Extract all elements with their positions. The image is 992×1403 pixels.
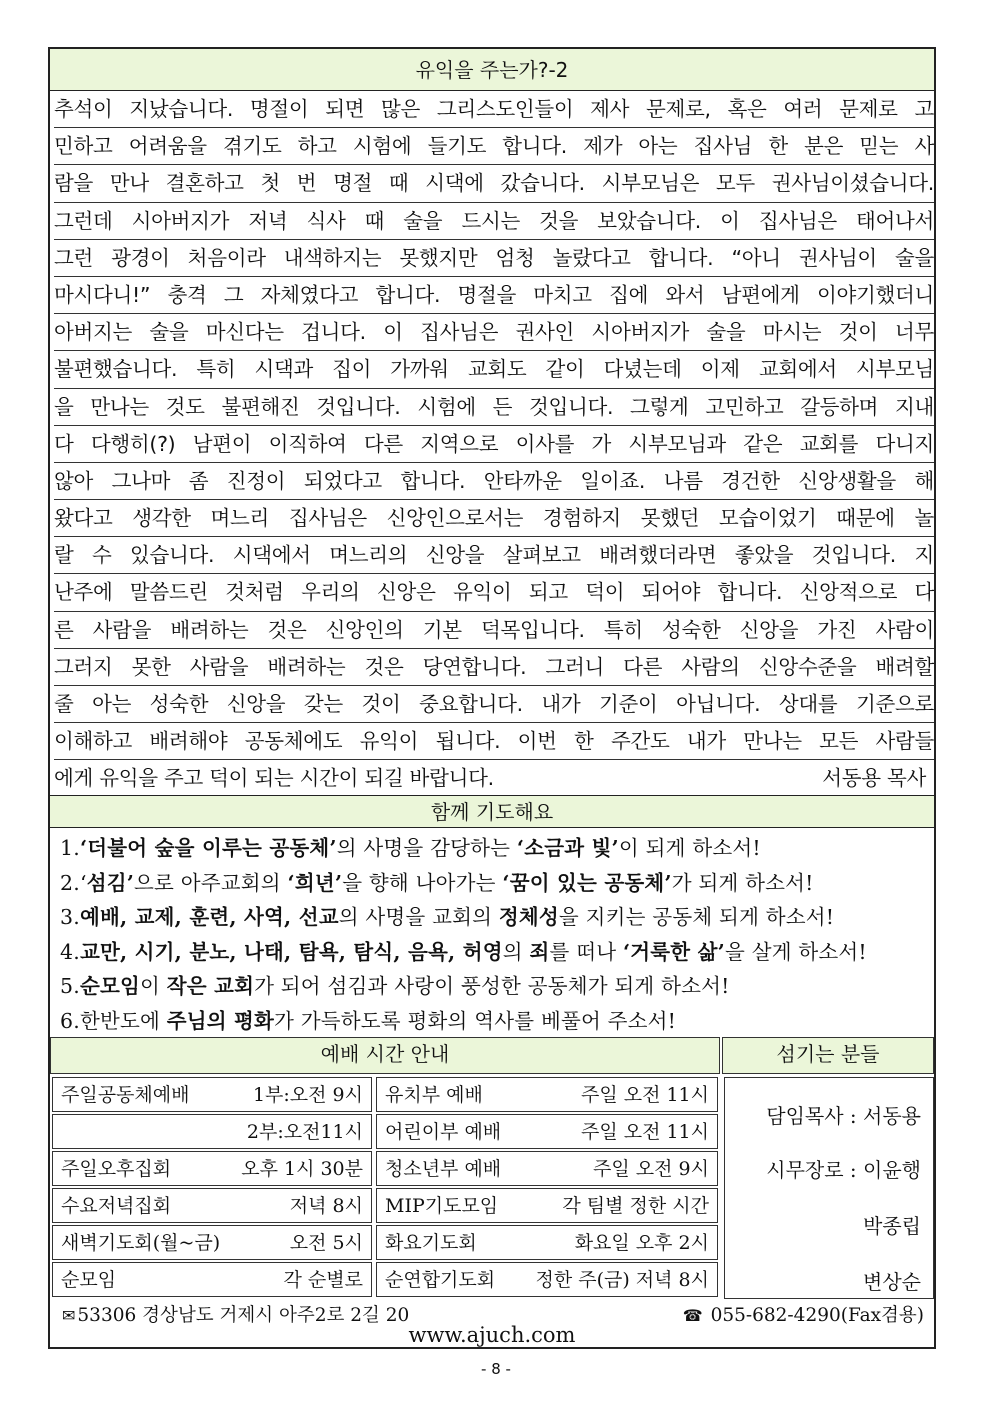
- essay-line: 그런데 시아버지가 저녁 식사 때 술을 드시는 것을 보았습니다. 이 집사님은 태어나서: [54, 203, 934, 240]
- website-link[interactable]: www.ajuch.com: [408, 1323, 576, 1347]
- prayer-text: 의 사명을 교회의: [338, 905, 499, 929]
- prayer-text: 의: [502, 939, 530, 964]
- essay-line: 불편했습니다. 특히 시댁과 집이 가까워 교회도 같이 다녔는데 이제 교회에서 시부모님: [54, 351, 934, 388]
- prayer-emphasis: 죄: [529, 939, 550, 964]
- prayer-text: 가 되게 하소서!: [671, 870, 814, 895]
- prayer-text: 1.: [60, 836, 80, 860]
- schedule-row: [52, 1151, 372, 1186]
- prayer-emphasis: 작은 교회: [166, 974, 255, 998]
- prayer-emphasis: 주님의 평화: [166, 1008, 275, 1033]
- prayer-list: [60, 831, 930, 1038]
- prayer-emphasis: ‘거룩한 삶’: [622, 939, 725, 964]
- essay-line: 랄 수 있습니다. 시댁에서 며느리의 신앙을 살펴보고 배려했더라면 좋았을 것입니다. 지: [54, 537, 934, 574]
- prayer-text: 을 지키는 공동체 되게 하소서!: [558, 905, 835, 929]
- schedule-row: [52, 1114, 372, 1149]
- service-time: 오후 1시 30분: [241, 1158, 363, 1180]
- prayer-text: 이: [139, 974, 167, 998]
- service-name: 주일오후집회: [61, 1158, 172, 1180]
- prayer-emphasis: ‘희년’: [287, 870, 343, 895]
- essay-line: 른 사람을 배려하는 것은 신앙인의 기본 덕목입니다. 특히 성숙한 신앙을 가진 사람이: [54, 612, 934, 649]
- service-name: MIP기도모임: [385, 1195, 499, 1217]
- prayer-text: 가 되어 섬김과 사랑이 풍성한 공동체가 되게 하소서!: [254, 974, 730, 998]
- schedule-title: 예배 시간 안내: [50, 1037, 720, 1074]
- service-time: 주일 오전 11시: [580, 1121, 709, 1143]
- service-time: 2부:오전11시: [246, 1121, 363, 1143]
- service-name: 청소년부 예배: [385, 1158, 502, 1180]
- prayer-emphasis: 섬김’: [86, 870, 135, 895]
- service-name: 주일공동체예배: [61, 1084, 190, 1106]
- schedule-row: [376, 1262, 718, 1297]
- phone-text: 055-682-4290(Fax겸용): [710, 1305, 924, 1326]
- staff-title: 섬기는 분들: [722, 1037, 934, 1074]
- essay-line: 그런 광경이 처음이라 내색하지는 못했지만 엄청 놀랐다고 합니다. “아니 권사님이 술을: [54, 240, 934, 277]
- prayer-emphasis: 교만, 시기, 분노, 나태, 탐욕, 탐식, 음욕, 허영: [79, 939, 503, 964]
- essay-line: 않아 그나마 좀 진정이 되었다고 합니다. 안타까운 일이죠. 나름 경건한 신앙생활을 해: [54, 463, 934, 500]
- staff-pastor: 담임목사 : 서동용: [766, 1104, 921, 1128]
- staff-list: [724, 1077, 934, 1299]
- telephone-icon: ☎: [682, 1306, 703, 1325]
- essay-line: 줄 아는 성숙한 신앙을 갖는 것이 중요합니다. 내가 기준이 아닙니다. 상대를 기준으로: [54, 686, 934, 723]
- essay-body: [54, 91, 934, 798]
- service-name: 순모임: [61, 1269, 117, 1291]
- essay-line: 그러지 못한 사람을 배려하는 것은 당연합니다. 그러니 다른 사람의 신앙수준을 배려할: [54, 649, 934, 686]
- schedule-row: [52, 1262, 372, 1297]
- staff-elder: 박종립: [863, 1214, 921, 1238]
- prayer-emphasis: 순모임: [79, 974, 140, 998]
- essay-line: 이해하고 배려해야 공동체에도 유익이 됩니다. 이번 한 주간도 내가 만나는 모든 사람들: [54, 723, 934, 760]
- prayer-item: [60, 900, 930, 935]
- prayer-text: 이 되게 하소서!: [618, 836, 761, 860]
- prayer-text: 5.: [60, 974, 80, 998]
- prayer-text: 의 사명을 감당하는: [336, 836, 517, 860]
- prayer-emphasis: ‘소금과 빛’: [516, 836, 619, 860]
- prayer-item: [60, 969, 930, 1004]
- bulletin-page: [48, 47, 936, 1349]
- service-name: 새벽기도회(월~금): [61, 1232, 221, 1254]
- prayer-emphasis: 정체성: [498, 905, 559, 929]
- prayer-item: [60, 831, 930, 866]
- essay-signature: 서동용 목사: [822, 766, 926, 791]
- service-time: 각 순별로: [283, 1269, 363, 1291]
- prayer-title: 함께 기도해요: [50, 795, 934, 828]
- service-name: 화요기도회: [385, 1232, 477, 1254]
- prayer-text: 를 떠나: [549, 939, 623, 964]
- service-time: 1부:오전 9시: [252, 1084, 363, 1106]
- schedule-row: [376, 1151, 718, 1186]
- schedule-row: [376, 1114, 718, 1149]
- prayer-text: 을 살게 하소서!: [724, 939, 867, 964]
- essay-line: 다 다행히(?) 남편이 이직하여 다른 지역으로 이사를 가 시부모님과 같은 교회를 다니지: [54, 426, 934, 463]
- footer: [50, 1301, 934, 1347]
- essay-line: 을 만나는 것도 불편해진 것입니다. 시험에 든 것입니다. 그렇게 고민하고 갈등하며 지내: [54, 389, 934, 426]
- service-time: 저녁 8시: [289, 1195, 363, 1217]
- service-time: 화요일 오후 2시: [574, 1232, 709, 1254]
- page-number: - 8 -: [481, 1360, 511, 1378]
- essay-line: 추석이 지났습니다. 명절이 되면 많은 그리스도인들이 제사 문제로, 혹은 여러 문제로 고: [54, 91, 934, 128]
- staff-elder: 변상순: [863, 1270, 921, 1294]
- essay-line: 람을 만나 결혼하고 첫 번 명절 때 시댁에 갔습니다. 시부모님은 모두 권사님이셨습니다.: [54, 165, 934, 202]
- prayer-text: 4.: [60, 939, 80, 964]
- prayer-text: 6.한반도에: [60, 1008, 167, 1033]
- service-time: 주일 오전 11시: [580, 1084, 709, 1106]
- prayer-emphasis: 예배, 교제, 훈련, 사역, 선교: [79, 905, 339, 929]
- prayer-item: [60, 935, 930, 970]
- schedule-row: [376, 1077, 718, 1112]
- essay-line: 민하고 어려움을 겪기도 하고 시험에 들기도 합니다. 제가 아는 집사님 한 분은 믿는 사: [54, 128, 934, 165]
- prayer-text: 으로 아주교회의: [134, 870, 288, 895]
- prayer-emphasis: ‘꿈이 있는 공동체’: [502, 870, 672, 895]
- essay-line-last: [54, 760, 934, 797]
- prayer-text: 가 가득하도록 평화의 역사를 베풀어 주소서!: [274, 1008, 677, 1033]
- prayer-item: [60, 866, 930, 901]
- service-name: 순연합기도회: [385, 1269, 496, 1291]
- schedule-row: [52, 1077, 372, 1112]
- schedule-row: [52, 1188, 372, 1223]
- schedule-row: [52, 1225, 372, 1260]
- service-time: 정한 주(금) 저녁 8시: [535, 1269, 709, 1291]
- prayer-emphasis: ‘더불어 숲을 이루는 공동체’: [79, 836, 337, 860]
- service-name: 어린이부 예배: [385, 1121, 502, 1143]
- essay-title: 유익을 주는가?-2: [50, 49, 934, 91]
- service-time: 오전 5시: [289, 1232, 363, 1254]
- service-time: 주일 오전 9시: [593, 1158, 709, 1180]
- prayer-text: 2.‘: [60, 870, 87, 895]
- essay-line: 아버지는 술을 마신다는 겁니다. 이 집사님은 권사인 시아버지가 술을 마시는 것이 너무: [54, 314, 934, 351]
- schedule-row: [376, 1188, 718, 1223]
- prayer-text: 3.: [60, 905, 80, 929]
- service-name: 유치부 예배: [385, 1084, 483, 1106]
- essay-line: 왔다고 생각한 며느리 집사님은 신앙인으로서는 경험하지 못했던 모습이었기 때문에 놀: [54, 500, 934, 537]
- essay-line: 난주에 말씀드린 것처럼 우리의 신앙은 유익이 되고 덕이 되어야 합니다. 신앙적으로 다: [54, 574, 934, 611]
- service-time: 각 팀별 정한 시간: [562, 1195, 709, 1217]
- address-text: 53306 경상남도 거제시 아주2로 2길 20: [77, 1305, 410, 1326]
- service-name: 수요저녁집회: [61, 1195, 172, 1217]
- essay-line: 마시다니!” 충격 그 자체였다고 합니다. 명절을 마치고 집에 와서 남편에게 이야기했더니: [54, 277, 934, 314]
- envelope-icon: ✉: [62, 1306, 76, 1325]
- staff-elder: 시무장로 : 이윤행: [766, 1158, 921, 1182]
- schedule-row: [376, 1225, 718, 1260]
- prayer-item: [60, 1004, 930, 1039]
- schedule-section: [50, 1037, 934, 1299]
- prayer-text: 을 향해 나아가는: [342, 870, 503, 895]
- essay-line: 에게 유익을 주고 덕이 되는 시간이 되길 바랍니다.: [54, 766, 494, 791]
